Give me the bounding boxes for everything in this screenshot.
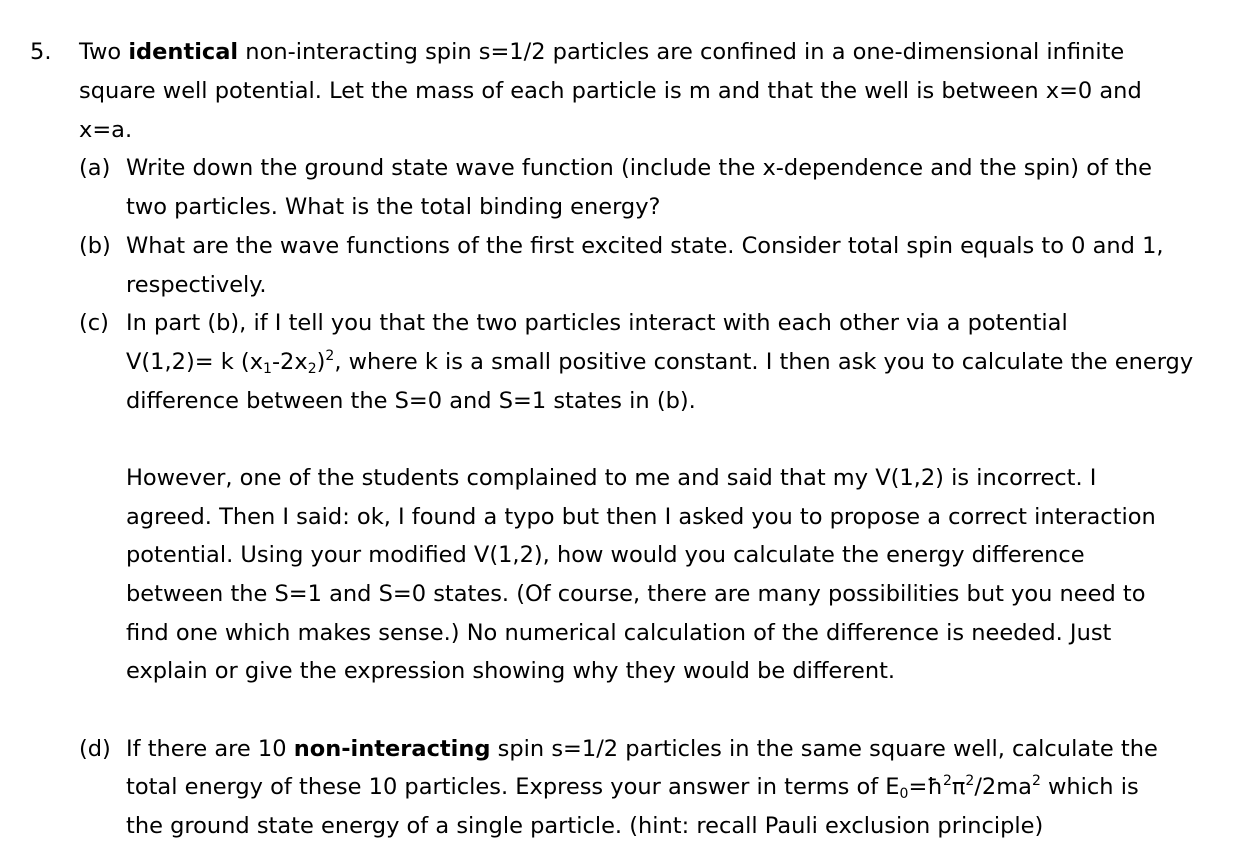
part-a-line-2: two particles. What is the total binding energy? bbox=[126, 194, 661, 220]
emphasis-non-interacting: non-interacting bbox=[293, 736, 491, 762]
formula-text: /2ma bbox=[974, 774, 1032, 800]
intro-line-3: x=a. bbox=[79, 117, 133, 143]
superscript: 2 bbox=[942, 773, 952, 789]
part-c-para2-line-6: explain or give the expression showing why they would be different. bbox=[126, 658, 896, 684]
formula-text: =ħ bbox=[908, 774, 943, 800]
intro-text: non-interacting spin s=1/2 particles are confined in a one-dimensional infinite bbox=[238, 39, 1125, 65]
formula-text: , where k is a small positive constant. I then ask you to calculate the energy bbox=[334, 349, 1194, 375]
part-c-line-3: difference between the S=0 and S=1 states in (b). bbox=[126, 388, 696, 414]
body-text: If there are 10 bbox=[126, 736, 294, 762]
intro-line-2: square well potential. Let the mass of each particle is m and that the well is between x=0 and bbox=[79, 78, 1142, 104]
body-text: spin s=1/2 particles in the same square well, calculate the bbox=[490, 736, 1158, 762]
superscript: 2 bbox=[1031, 773, 1041, 789]
part-c-line-1: In part (b), if I tell you that the two particles interact with each other via a potential bbox=[126, 310, 1068, 336]
part-b-line-1: What are the wave functions of the first excited state. Consider total spin equals to 0 and 1, bbox=[126, 233, 1164, 259]
body-text: total energy of these 10 particles. Express your answer in terms of E bbox=[126, 774, 900, 800]
subscript: 0 bbox=[899, 786, 909, 802]
part-a-line-1: Write down the ground state wave function (include the x-dependence and the spin) of the bbox=[126, 155, 1152, 181]
part-c-para2-line-5: find one which makes sense.) No numerical calculation of the difference is needed. Just bbox=[126, 620, 1112, 646]
part-c-para2-line-2: agreed. Then I said: ok, I found a typo but then I asked you to propose a correct interaction bbox=[126, 504, 1156, 530]
part-d-line-1 bbox=[126, 734, 1158, 764]
problem-number: 5. bbox=[30, 39, 52, 65]
part-c-line-2 bbox=[126, 347, 1193, 377]
body-text: which is bbox=[1040, 774, 1139, 800]
superscript: 2 bbox=[965, 773, 975, 789]
part-d-line-2 bbox=[126, 772, 1139, 802]
part-d-label: (d) bbox=[79, 736, 111, 762]
superscript: 2 bbox=[325, 348, 335, 364]
subscript: 2 bbox=[307, 361, 317, 377]
formula-text: V(1,2)= k (x bbox=[126, 349, 264, 375]
intro-line-1 bbox=[79, 37, 1124, 67]
part-b-line-2: respectively. bbox=[126, 272, 267, 298]
part-b-label: (b) bbox=[79, 233, 111, 259]
part-c-label: (c) bbox=[79, 310, 109, 336]
part-c-para2-line-4: between the S=1 and S=0 states. (Of course, there are many possibilities but you need to bbox=[126, 581, 1146, 607]
formula-text: ) bbox=[316, 349, 326, 375]
part-c-para2-line-1: However, one of the students complained to me and said that my V(1,2) is incorrect. I bbox=[126, 465, 1097, 491]
formula-text: -2x bbox=[271, 349, 308, 375]
part-a-label: (a) bbox=[79, 155, 111, 181]
part-c-para2-line-3: potential. Using your modified V(1,2), how would you calculate the energy difference bbox=[126, 542, 1085, 568]
formula-text: π bbox=[951, 774, 966, 800]
emphasis-identical: identical bbox=[128, 39, 239, 65]
part-d-line-3: the ground state energy of a single particle. (hint: recall Pauli exclusion principle) bbox=[126, 813, 1044, 839]
intro-text: Two bbox=[79, 39, 129, 65]
subscript: 1 bbox=[263, 361, 272, 377]
